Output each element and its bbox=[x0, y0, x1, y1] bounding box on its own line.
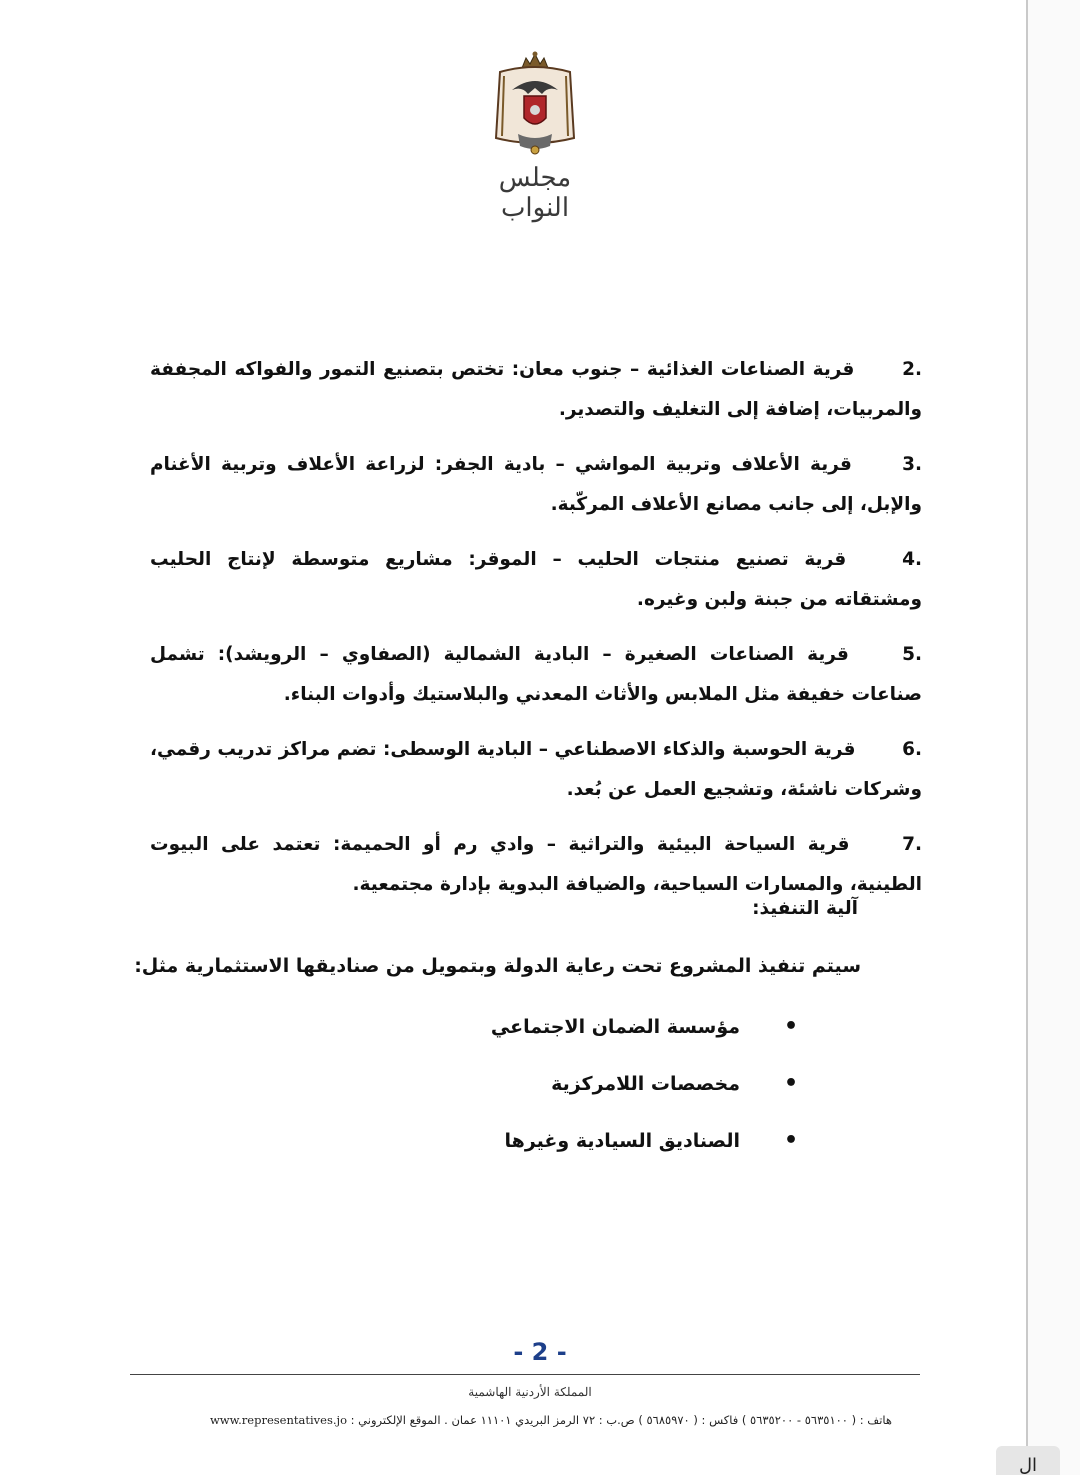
list-item bbox=[150, 350, 922, 430]
item-number: .4 bbox=[902, 549, 922, 570]
item-number: .5 bbox=[902, 644, 922, 665]
footer-divider bbox=[130, 1374, 920, 1375]
list-item bbox=[150, 635, 922, 715]
fund-label: مخصصات اللامركزية bbox=[551, 1073, 740, 1095]
fund-label: مؤسسة الضمان الاجتماعي bbox=[490, 1016, 740, 1038]
document-body bbox=[150, 350, 922, 920]
royal-emblem-icon bbox=[490, 50, 580, 160]
list-item bbox=[150, 825, 922, 905]
item-text: قرية تصنيع منتجات الحليب – الموقر: مشاريع متوسطة لإنتاج الحليب ومشتقاته من جبنة ولبن وغيره. bbox=[150, 549, 922, 610]
list-item bbox=[491, 1067, 798, 1124]
item-number: .2 bbox=[902, 359, 922, 380]
item-text: قرية الصناعات الصغيرة – البادية الشمالية (الصفاوي – الرويشد): تشمل صناعات خفيفة مثل الملابس والأثاث المعدني والبلاستيك وأدوات البناء. bbox=[150, 644, 922, 705]
page-number: - 2 - bbox=[513, 1338, 567, 1366]
corner-tab[interactable]: ال bbox=[996, 1446, 1060, 1475]
bullet-icon: • bbox=[783, 1071, 798, 1096]
list-item bbox=[150, 730, 922, 810]
footer-contact-text: هاتف : ( ٥٦٣٥١٠٠ - ٥٦٣٥٢٠٠ ) فاكس : ( ٥٦٨٥٩٧٠ ) ص.ب : ٧٢ الرمز البريدي ١١١٠١ عمان . الموقع الإلكتروني : bbox=[350, 1413, 892, 1427]
viewer-margin bbox=[1028, 0, 1080, 1475]
bullet-icon: • bbox=[783, 1014, 798, 1039]
list-item bbox=[491, 1010, 798, 1067]
section-paragraph: سيتم تنفيذ المشروع تحت رعاية الدولة وبتمويل من صناديقها الاستثمارية مثل: bbox=[134, 955, 861, 977]
section-heading: آلية التنفيذ: bbox=[752, 898, 858, 919]
item-text: قرية الحوسبة والذكاء الاصطناعي – البادية الوسطى: تضم مراكز تدريب رقمي، وشركات ناشئة، وتشجيع العمل عن بُعد. bbox=[150, 739, 922, 800]
list-item bbox=[150, 540, 922, 620]
footer-website-link[interactable]: www.representatives.jo bbox=[209, 1413, 347, 1427]
item-number: .3 bbox=[902, 454, 922, 475]
parliament-name: مجلس النواب bbox=[498, 163, 572, 223]
item-number: .6 bbox=[902, 739, 922, 760]
fund-label: الصناديق السيادية وغيرها bbox=[504, 1130, 740, 1152]
item-text: قرية السياحة البيئية والتراثية – وادي رم أو الحميمة: تعتمد على البيوت الطينية، والمسارات السياحية، والضيافة البدوية بإدارة مجتمعية. bbox=[150, 834, 922, 895]
item-text: قرية الأعلاف وتربية المواشي – بادية الجفر: لزراعة الأعلاف وتربية الأغنام والإبل، إلى جانب مصانع الأعلاف المركّبة. bbox=[150, 454, 922, 515]
item-number: .7 bbox=[902, 834, 922, 855]
list-item bbox=[491, 1124, 798, 1181]
footer-contact bbox=[126, 1413, 892, 1427]
footer-kingdom-name: المملكة الأردنية الهاشمية bbox=[468, 1385, 592, 1399]
item-text: قرية الصناعات الغذائية – جنوب معان: تختص بتصنيع التمور والفواكه المجففة والمربيات، إضافة إلى التغليف والتصدير. bbox=[150, 359, 922, 420]
funds-list bbox=[491, 1010, 798, 1181]
bullet-icon: • bbox=[783, 1128, 798, 1153]
list-item bbox=[150, 445, 922, 525]
